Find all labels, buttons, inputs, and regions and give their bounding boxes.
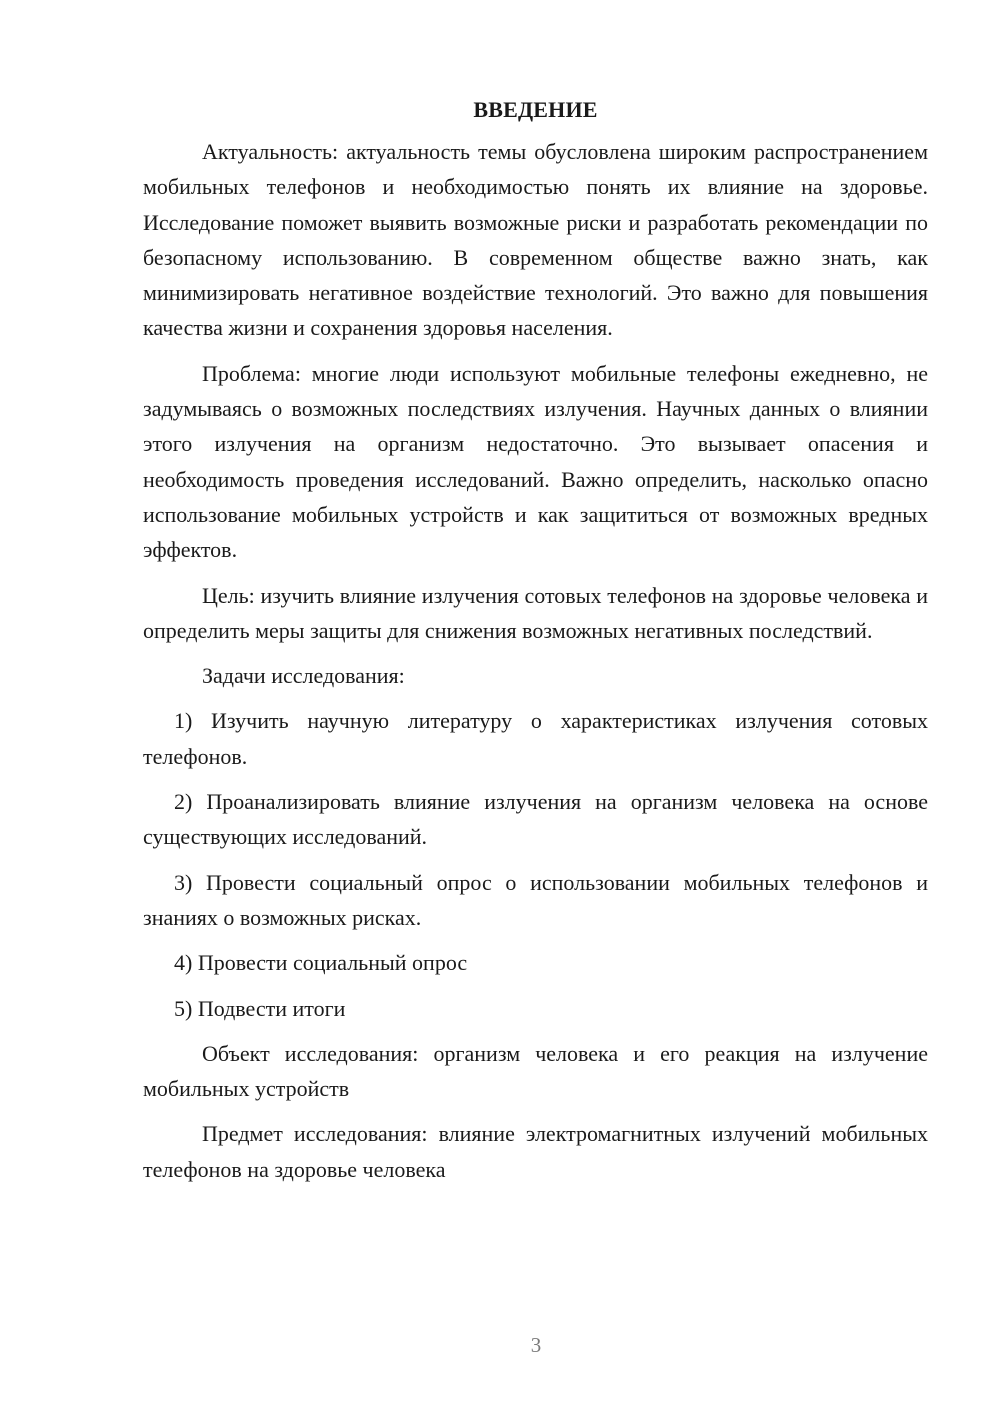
paragraph-problem: Проблема: многие люди используют мобильные телефоны ежедневно, не задумываясь о возможных последствиях излучения. Научных данных о влиянии этого излучения на организм недостаточно. Это вызывает опасения и необходимость проведения исследований. Важно определить, насколько опасно использование мобильных устройств и как защититься от возможных вредных эффектов. (143, 360, 928, 563)
paragraph-subject: Предмет исследования: влияние электромагнитных излучений мобильных телефонов на здоровье человека (143, 1121, 928, 1182)
paragraph-relevance: Актуальность: актуальность темы обусловлена широким распространением мобильных телефонов и необходимостью понять их влияние на здоровье. Исследование поможет выявить возможные риски и разработать рекомендации по безопасному использованию. В современном обществе важно знать, как минимизировать негативное воздействие технологий. Это важно для повышения качества жизни и сохранения здоровья населения. (143, 139, 928, 341)
document-page (143, 92, 928, 1187)
page-number: 3 (530, 1333, 542, 1357)
list-item: 2) Проанализировать влияние излучения на организм человека на основе существующих исследований. (143, 789, 928, 850)
list-item: 3) Провести социальный опрос о использовании мобильных телефонов и знаниях о возможных рисках. (143, 869, 928, 930)
list-item: 1) Изучить научную литературу о характеристиках излучения сотовых телефонов. (143, 708, 928, 769)
page-title: ВВЕДЕНИЕ (473, 97, 598, 122)
list-item: 4) Провести социальный опрос (174, 950, 468, 976)
paragraph-object: Объект исследования: организм человека и его реакция на излучение мобильных устройств (143, 1040, 928, 1102)
tasks-heading: Задачи исследования: (202, 663, 405, 689)
list-item: 5) Подвести итоги (174, 995, 346, 1021)
paragraph-goal: Цель: изучить влияние излучения сотовых телефонов на здоровье человека и определить меры защиты для снижения возможных негативных последствий. (143, 582, 928, 643)
